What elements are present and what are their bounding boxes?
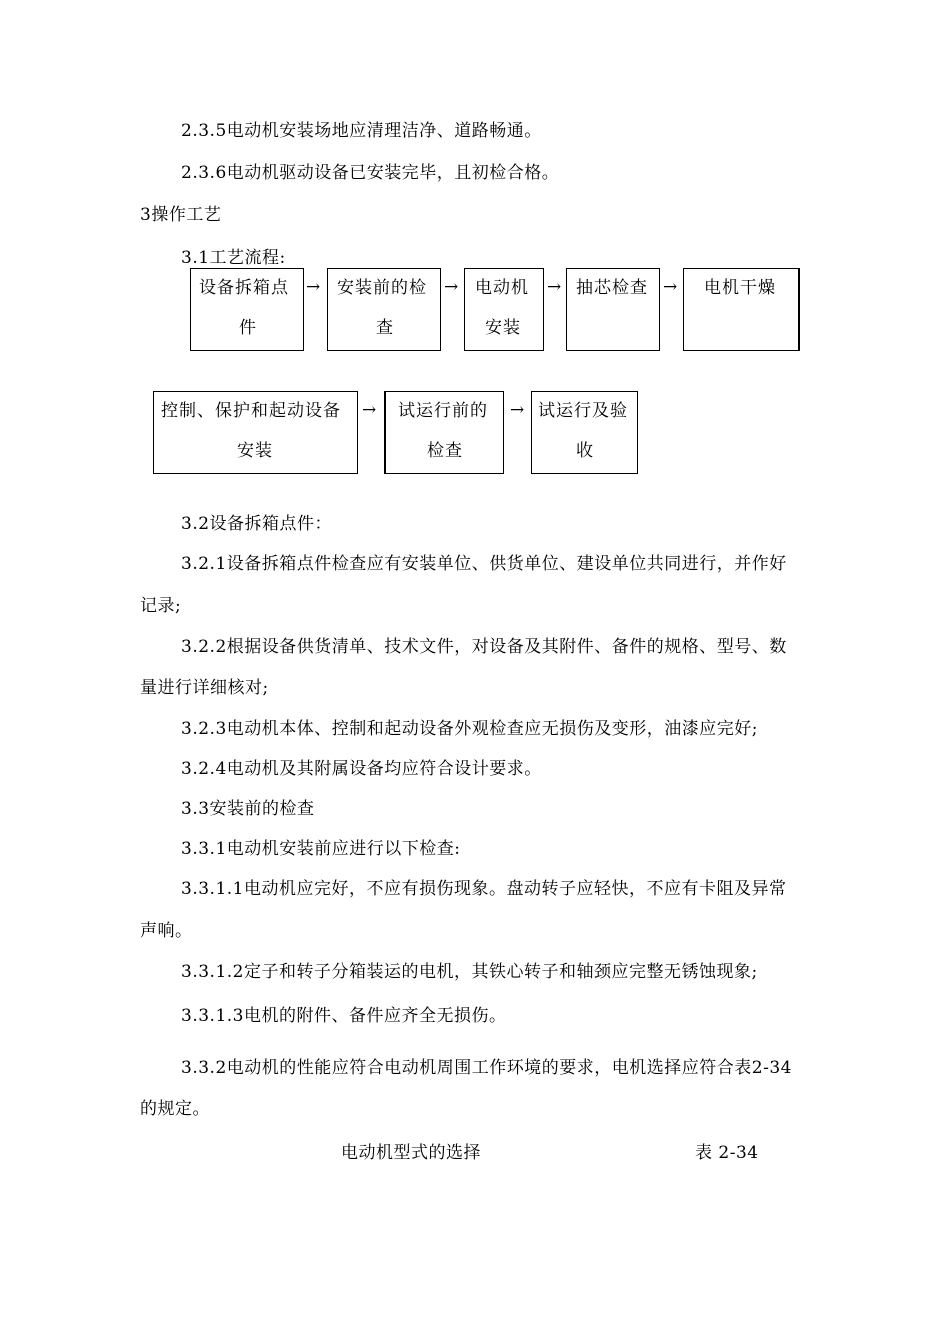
flow-step-line2: 安装 (237, 441, 273, 461)
paragraph-3-3-1-2: 3.3.1.2定子和转子分箱装运的电机，其铁心转子和轴颈应完整无锈蚀现象; (181, 962, 758, 982)
paragraph-2-3-6: 2.3.6电动机驱动设备已安装完毕，且初检合格。 (181, 163, 560, 183)
flow-step-line1: 设备拆箱点 (199, 278, 289, 298)
section-heading-3-1: 3.1工艺流程: (181, 248, 286, 268)
paragraph-3-3-1: 3.3.1电动机安装前应进行以下检查: (181, 839, 461, 859)
flow-step-unpacking (190, 268, 304, 351)
paragraph-3-2-1: 3.2.1设备拆箱点件检查应有安装单位、供货单位、建设单位共同进行，并作好 (181, 554, 787, 574)
flow-step-line1: 试运行及验 (538, 401, 628, 421)
flow-step-line2: 检查 (427, 441, 463, 461)
paragraph-3-2-2-cont: 量进行详细核对; (140, 678, 269, 698)
paragraph-2-3-5: 2.3.5电动机安装场地应清理洁净、道路畅通。 (181, 121, 542, 141)
paragraph-3-3-1-3: 3.3.1.3电机的附件、备件应齐全无损伤。 (181, 1006, 507, 1026)
section-heading-3: 3操作工艺 (140, 205, 222, 225)
flow-step-line1: 抽芯检查 (576, 278, 648, 298)
paragraph-3-3-2-cont: 的规定。 (140, 1099, 210, 1119)
table-caption-title: 电动机型式的选择 (341, 1143, 481, 1163)
paragraph-3-2-3: 3.2.3电动机本体、控制和起动设备外观检查应无损伤及变形，油漆应完好; (181, 719, 758, 739)
paragraph-3-2-2: 3.2.2根据设备供货清单、技术文件，对设备及其附件、备件的规格、型号、数 (181, 637, 787, 657)
flow-step-motor-install (464, 268, 544, 351)
flow-step-line2: 查 (376, 318, 394, 338)
flow-arrow: → (444, 277, 459, 297)
flow-step-line1: 控制、保护和起动设备 (161, 401, 341, 421)
flow-step-line1: 电机干燥 (704, 278, 776, 298)
flow-arrow: → (663, 277, 678, 297)
paragraph-3-3-1-1-cont: 声响。 (140, 921, 193, 941)
flow-arrow: → (362, 400, 377, 420)
section-heading-3-3: 3.3安装前的检查 (181, 799, 315, 819)
flow-step-line1: 电动机 (475, 278, 529, 298)
flow-step-core-check (566, 268, 660, 351)
flow-step-pre-trial-check (384, 391, 504, 474)
flow-step-pre-install-check (327, 268, 441, 351)
flow-step-motor-drying (683, 268, 800, 351)
paragraph-3-3-2: 3.3.2电动机的性能应符合电动机周围工作环境的要求，电机选择应符合表2-34 (181, 1058, 792, 1078)
flow-step-trial-run-acceptance (531, 391, 638, 474)
flow-step-line2: 安装 (485, 318, 521, 338)
paragraph-3-2-1-cont: 记录; (140, 596, 182, 616)
flow-step-control-device-install (153, 391, 358, 474)
flow-step-line1: 安装前的检 (337, 278, 427, 298)
flow-arrow: → (547, 277, 562, 297)
section-heading-3-2: 3.2设备拆箱点件： (181, 514, 333, 534)
table-caption-number: 表 2-34 (695, 1143, 759, 1163)
paragraph-3-2-4: 3.2.4电动机及其附属设备均应符合设计要求。 (181, 759, 542, 779)
paragraph-3-3-1-1: 3.3.1.1电动机应完好，不应有损伤现象。盘动转子应轻快，不应有卡阻及异常 (181, 879, 787, 899)
flow-step-line1: 试运行前的 (398, 401, 488, 421)
flow-arrow: → (510, 400, 525, 420)
flow-step-line2: 收 (576, 441, 594, 461)
flow-arrow: → (306, 277, 321, 297)
flow-step-line2: 件 (239, 318, 257, 338)
